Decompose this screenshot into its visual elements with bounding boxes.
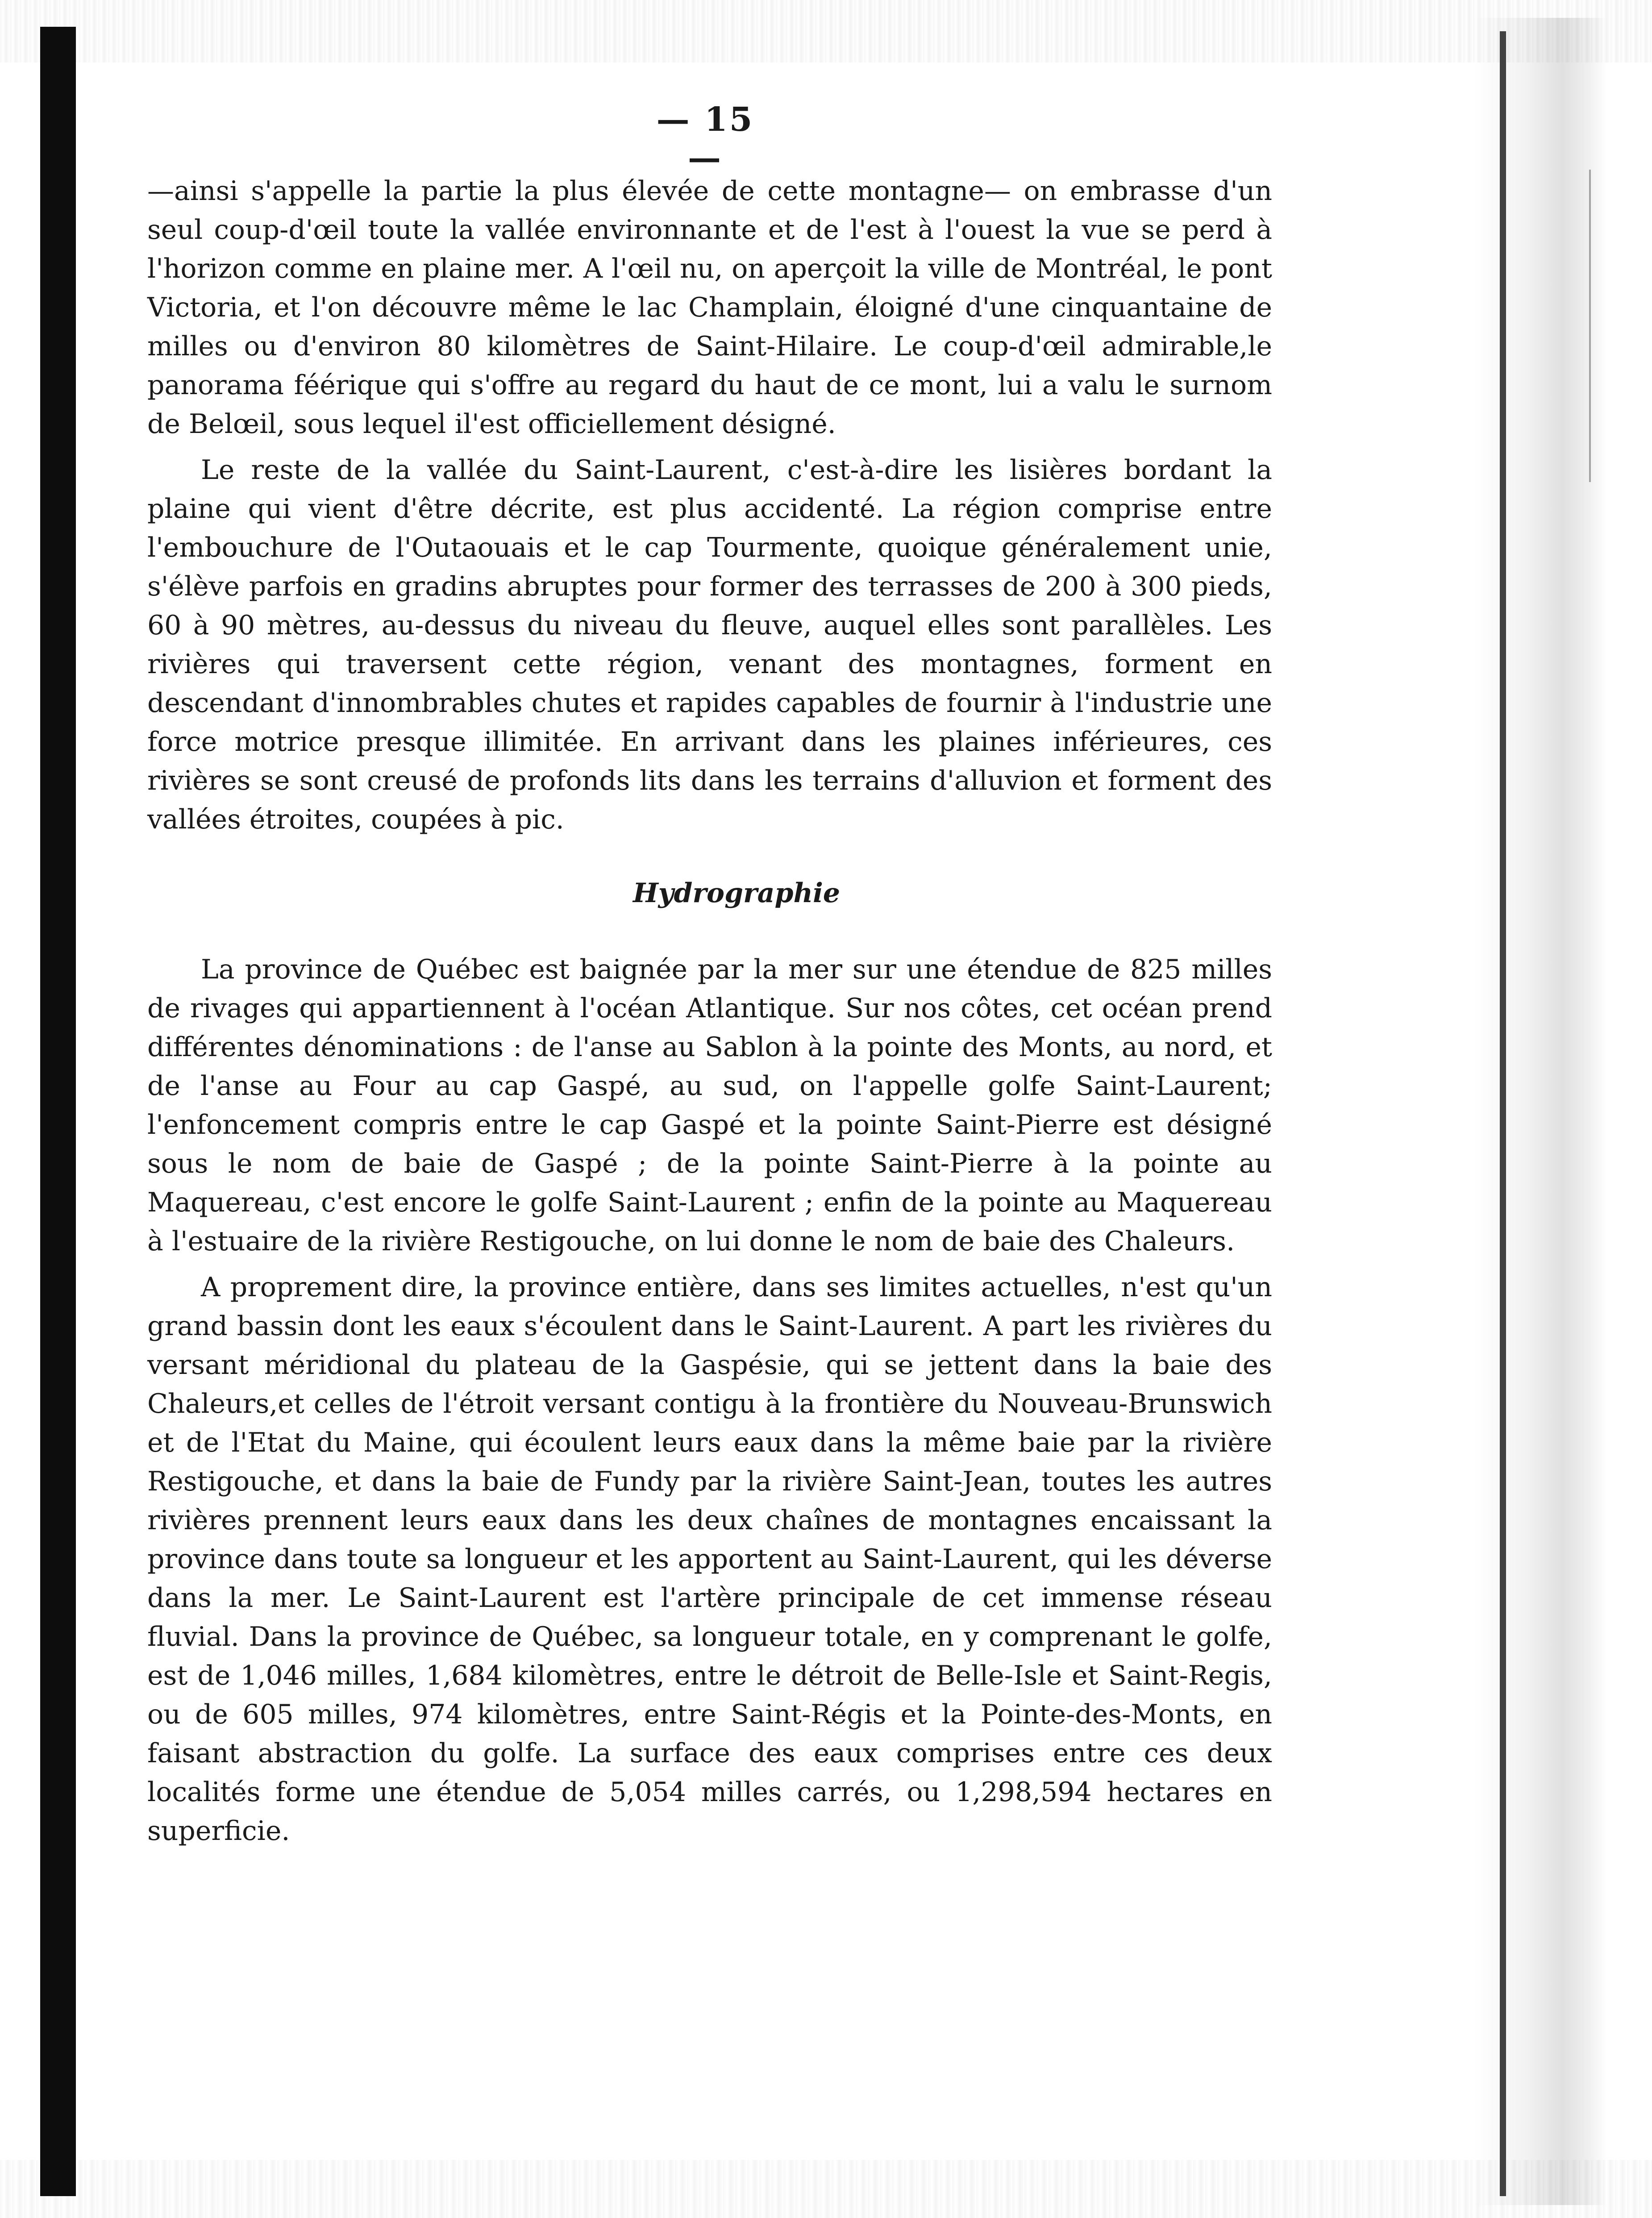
section-heading-hydrographie: Hydrographie (633, 878, 841, 909)
paragraph-vallee-saint-laurent: Le reste de la vallée du Saint-Laurent, c'est-à-dire les lisières bordant la plaine qui vient d'être décrite, est plus accidenté. La région comprise entre l'embouchure de l'Outaouais et le cap Tourmente, quoique généralement unie, s'élève parfois en gradins abruptes pour former des terrasses de 200 à 300 pieds, 60 à 90 mètres, au-dessus du niveau du fleuve, auquel elles sont parallèles. Les rivières qui traversent cette région, venant des montagnes, forment en descendant d'innombrables chutes et rapides capables de fournir à l'industrie une force motrice presque illimitée. En arrivant dans les plaines inférieures, ces rivières se sont creusé de profonds lits dans les terrains d'alluvion et forment des vallées étroites, coupées à pic. (147, 454, 1272, 835)
binding-shadow-left (40, 27, 76, 2196)
paragraph-belœil: —ainsi s'appelle la partie la plus élevée de cette montagne— on embrasse d'un seul coup-d'œil toute la vallée environnante et de l'est à l'ouest la vue se perd à l'horizon comme en plaine mer. A l'œil nu, on aperçoit la ville de Montréal, le pont Victoria, et l'on découvre même le lac Champlain, éloigné d'une cinquantaine de milles ou d'environ 80 kilomètres de Saint-Hilaire. Le coup-d'œil admirable,le panorama féérique qui s'offre au regard du haut de ce mont, lui a valu le surnom de Belœil, sous lequel il'est officiellement désigné. (147, 175, 1272, 440)
scan-noise-bottom (0, 2160, 1652, 2218)
page-number: — 15 — (656, 100, 754, 177)
paragraph-bassin-saint-laurent: A proprement dire, la province entière, dans ses limites actuelles, n'est qu'un grand bassin dont les eaux s'écoulent dans le Saint-Laurent. A part les rivières du versant méridional du plateau de la Gaspésie, qui se jettent dans la baie des Chaleurs,et celles de l'étroit versant contigu à la frontière du Nouveau-Brunswich et de l'Etat du Maine, qui écoulent leurs eaux dans la même baie par la rivière Restigouche, et dans la baie de Fundy par la rivière Saint-Jean, toutes les autres rivières prennent leurs eaux dans les deux chaînes de montagnes encaissant la province dans toute sa longueur et les apportent au Saint-Laurent, qui les déverse dans la mer. Le Saint-Laurent est l'artère principale de cet immense réseau fluvial. Dans la province de Québec, sa longueur totale, en y comprenant le golfe, est de 1,046 milles, 1,684 kilomètres, entre le détroit de Belle-Isle et Saint-Regis, ou de 605 milles, 974 kilomètres, entre Saint-Régis et la Pointe-des-Monts, en faisant abstraction du golfe. La surface des eaux comprises entre ces deux localités forme une étendue de 5,054 milles carrés, ou 1,298,594 hectares en superficie. (147, 1272, 1272, 1847)
page-body (147, 172, 1272, 1851)
page-edge-line-right (1500, 31, 1506, 2196)
scan-noise-top (0, 0, 1652, 62)
paragraph-cotes-ocean: La province de Québec est baignée par la mer sur une étendue de 825 milles de rivages qui appartiennent à l'océan Atlantique. Sur nos côtes, cet océan prend différentes dénominations : de l'anse au Sablon à la pointe des Monts, au nord, et de l'anse au Four au cap Gaspé, au sud, on l'appelle golfe Saint-Laurent; l'enfoncement compris entre le cap Gaspé et la pointe Saint-Pierre est désigné sous le nom de baie de Gaspé ; de la pointe Saint-Pierre à la pointe au Maquereau, c'est encore le golfe Saint-Laurent ; enfin de la pointe au Maquereau à l'estuaire de la rivière Restigouche, on lui donne le nom de baie des Chaleurs. (147, 954, 1272, 1257)
page-edge-mark-right (1589, 170, 1591, 482)
